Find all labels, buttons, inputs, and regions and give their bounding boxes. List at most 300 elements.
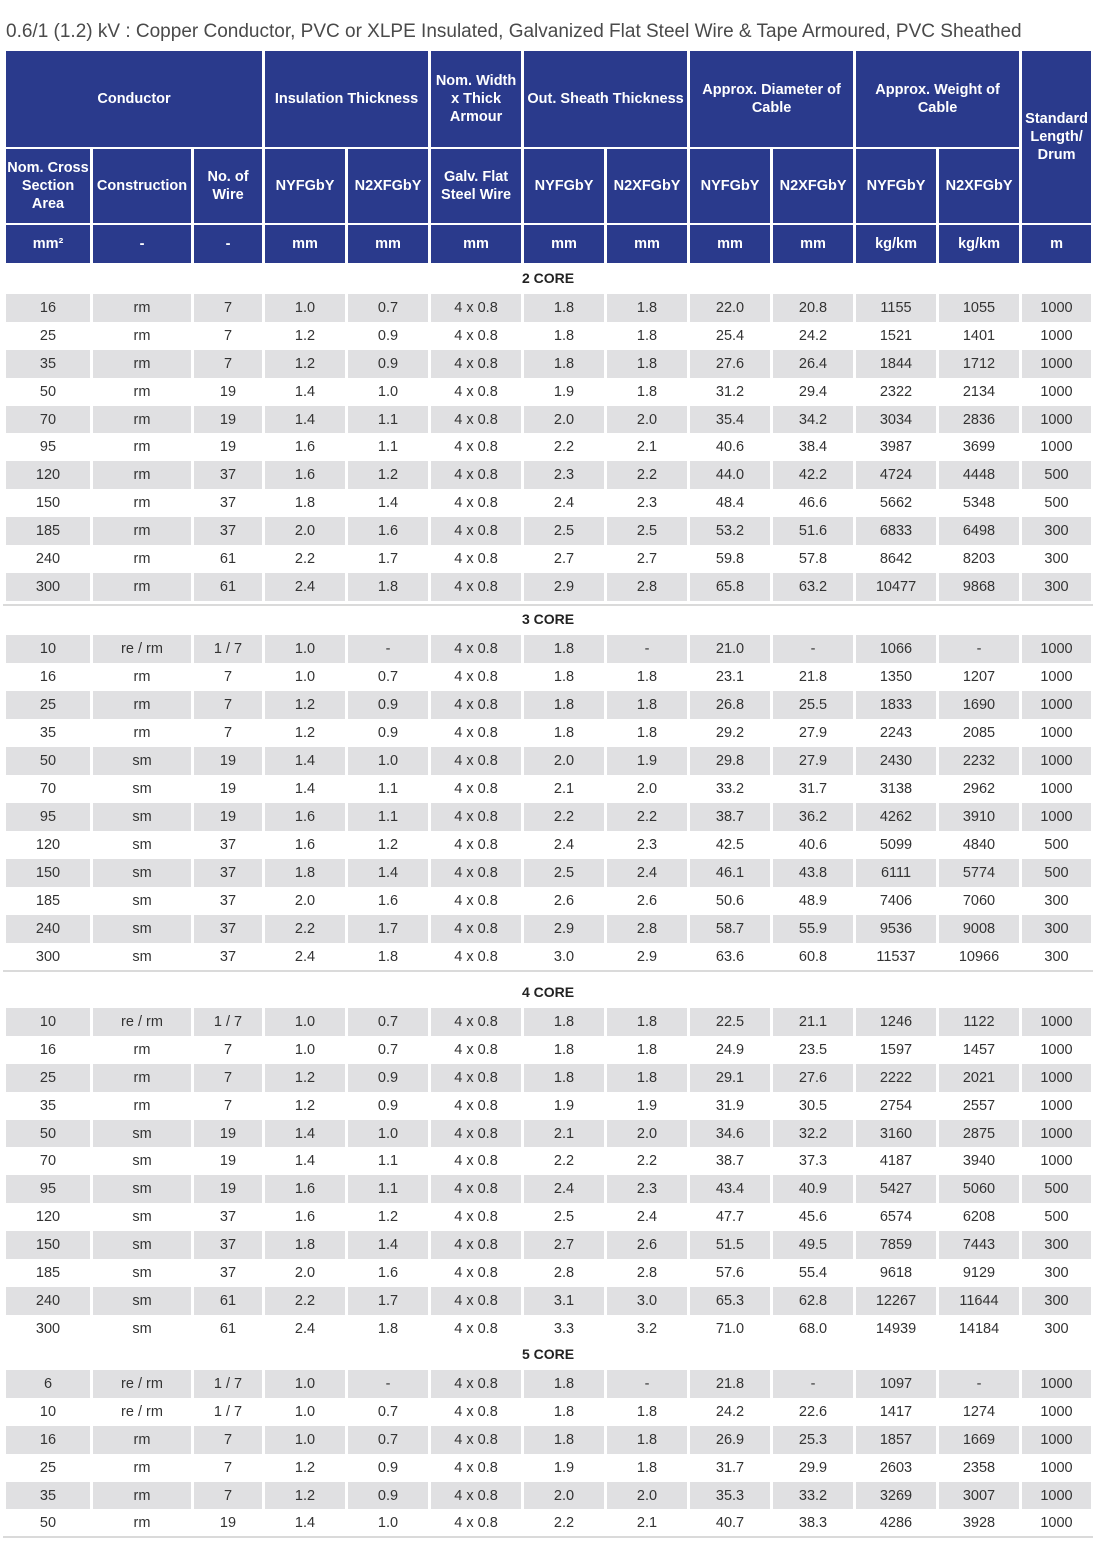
cell-insulation-nyfgby: 1.0 xyxy=(265,1398,345,1426)
cell-sheath-nyfgby: 1.9 xyxy=(524,1454,604,1482)
cell-sheath-n2xfgby: 2.5 xyxy=(607,517,687,545)
cell-insulation-nyfgby: 1.2 xyxy=(265,1064,345,1092)
cell-weight-n2xfgby: 8203 xyxy=(939,545,1019,573)
page-title: 0.6/1 (1.2) kV : Copper Conductor, PVC or XLPE Insulated, Galvanized Flat Steel Wire & Tape Armoured, PVC Sheathed xyxy=(6,21,1022,42)
cell-nom-cross-section: 50 xyxy=(6,1509,90,1537)
cell-no-of-wire: 61 xyxy=(194,1315,262,1343)
cell-weight-nyfgby: 11537 xyxy=(856,943,936,971)
cell-no-of-wire: 61 xyxy=(194,1287,262,1315)
header-galv-flat-steel-wire: Galv. Flat Steel Wire xyxy=(431,149,521,223)
unit-cell: mm xyxy=(690,225,770,263)
cell-construction: sm xyxy=(93,1231,191,1259)
cell-insulation-n2xfgby: 1.8 xyxy=(348,1315,428,1343)
cell-construction: sm xyxy=(93,803,191,831)
cell-sheath-nyfgby: 2.7 xyxy=(524,545,604,573)
table-row xyxy=(6,1259,1091,1287)
cell-insulation-nyfgby: 1.6 xyxy=(265,831,345,859)
table-row xyxy=(6,915,1091,943)
cell-armour-size: 4 x 0.8 xyxy=(431,1259,521,1287)
unit-cell: mm xyxy=(607,225,687,263)
cell-insulation-n2xfgby: 0.7 xyxy=(348,1036,428,1064)
cell-nom-cross-section: 300 xyxy=(6,573,90,601)
cell-no-of-wire: 19 xyxy=(194,378,262,406)
unit-cell: mm xyxy=(524,225,604,263)
cell-standard-length: 1000 xyxy=(1022,1398,1091,1426)
cell-insulation-nyfgby: 1.4 xyxy=(265,1120,345,1148)
cell-nom-cross-section: 240 xyxy=(6,545,90,573)
cell-construction: rm xyxy=(93,322,191,350)
cell-nom-cross-section: 95 xyxy=(6,803,90,831)
cell-nom-cross-section: 10 xyxy=(6,1008,90,1036)
cell-construction: rm xyxy=(93,1454,191,1482)
cell-standard-length: 500 xyxy=(1022,831,1091,859)
cell-diameter-nyfgby: 40.6 xyxy=(690,433,770,461)
cell-sheath-n2xfgby: 2.0 xyxy=(607,775,687,803)
units-row xyxy=(6,225,1091,263)
cell-no-of-wire: 37 xyxy=(194,943,262,971)
cell-no-of-wire: 61 xyxy=(194,545,262,573)
unit-cell: mm xyxy=(348,225,428,263)
cell-weight-n2xfgby: 1055 xyxy=(939,294,1019,322)
cell-standard-length: 500 xyxy=(1022,461,1091,489)
cell-sheath-nyfgby: 2.6 xyxy=(524,887,604,915)
cell-sheath-n2xfgby: 1.8 xyxy=(607,378,687,406)
cell-armour-size: 4 x 0.8 xyxy=(431,406,521,434)
cell-weight-n2xfgby: 6498 xyxy=(939,517,1019,545)
cell-diameter-nyfgby: 59.8 xyxy=(690,545,770,573)
cell-insulation-nyfgby: 1.2 xyxy=(265,350,345,378)
cell-weight-nyfgby: 1097 xyxy=(856,1370,936,1398)
cell-nom-cross-section: 10 xyxy=(6,635,90,663)
cell-insulation-n2xfgby: 1.2 xyxy=(348,461,428,489)
cell-standard-length: 500 xyxy=(1022,1203,1091,1231)
cell-armour-size: 4 x 0.8 xyxy=(431,1147,521,1175)
cell-weight-nyfgby: 1521 xyxy=(856,322,936,350)
cell-standard-length: 1000 xyxy=(1022,1008,1091,1036)
cell-no-of-wire: 37 xyxy=(194,489,262,517)
table-row xyxy=(6,1203,1091,1231)
cell-insulation-nyfgby: 2.2 xyxy=(265,915,345,943)
cell-nom-cross-section: 35 xyxy=(6,350,90,378)
cell-diameter-n2xfgby: 55.9 xyxy=(773,915,853,943)
cell-diameter-nyfgby: 38.7 xyxy=(690,803,770,831)
cell-nom-cross-section: 95 xyxy=(6,433,90,461)
cell-insulation-n2xfgby: 0.7 xyxy=(348,663,428,691)
cell-weight-nyfgby: 10477 xyxy=(856,573,936,601)
unit-cell: kg/km xyxy=(856,225,936,263)
cell-armour-size: 4 x 0.8 xyxy=(431,803,521,831)
cell-weight-n2xfgby: 1669 xyxy=(939,1426,1019,1454)
section-divider xyxy=(3,970,1093,972)
header-weight-n2xfgby: N2XFGbY xyxy=(939,149,1019,223)
cell-armour-size: 4 x 0.8 xyxy=(431,461,521,489)
cell-insulation-n2xfgby: 1.4 xyxy=(348,489,428,517)
cell-weight-n2xfgby: 7060 xyxy=(939,887,1019,915)
cell-diameter-n2xfgby: - xyxy=(773,635,853,663)
cell-diameter-n2xfgby: 32.2 xyxy=(773,1120,853,1148)
cell-sheath-nyfgby: 2.4 xyxy=(524,831,604,859)
header-diameter-nyfgby: NYFGbY xyxy=(690,149,770,223)
cell-diameter-nyfgby: 35.4 xyxy=(690,406,770,434)
cell-no-of-wire: 37 xyxy=(194,461,262,489)
cell-weight-nyfgby: 7406 xyxy=(856,887,936,915)
cell-construction: re / rm xyxy=(93,1370,191,1398)
cell-weight-nyfgby: 3034 xyxy=(856,406,936,434)
cell-insulation-n2xfgby: 1.1 xyxy=(348,775,428,803)
cell-weight-nyfgby: 1350 xyxy=(856,663,936,691)
cell-diameter-n2xfgby: 42.2 xyxy=(773,461,853,489)
cell-construction: rm xyxy=(93,719,191,747)
cell-nom-cross-section: 185 xyxy=(6,887,90,915)
cell-weight-n2xfgby: 1712 xyxy=(939,350,1019,378)
cell-insulation-n2xfgby: 1.0 xyxy=(348,747,428,775)
table-row xyxy=(6,1175,1091,1203)
cell-armour-size: 4 x 0.8 xyxy=(431,691,521,719)
table-row xyxy=(6,831,1091,859)
cell-no-of-wire: 1 / 7 xyxy=(194,1008,262,1036)
cell-no-of-wire: 19 xyxy=(194,406,262,434)
cell-no-of-wire: 7 xyxy=(194,1426,262,1454)
cell-construction: rm xyxy=(93,691,191,719)
cell-weight-nyfgby: 4187 xyxy=(856,1147,936,1175)
cell-construction: sm xyxy=(93,1120,191,1148)
cell-insulation-n2xfgby: 1.1 xyxy=(348,1175,428,1203)
cell-weight-nyfgby: 2322 xyxy=(856,378,936,406)
header-armour: Nom. Width x Thick Armour xyxy=(431,51,521,147)
cell-insulation-nyfgby: 1.2 xyxy=(265,1482,345,1510)
table-row xyxy=(6,1426,1091,1454)
cell-standard-length: 1000 xyxy=(1022,803,1091,831)
cell-insulation-nyfgby: 1.4 xyxy=(265,406,345,434)
cell-weight-n2xfgby: 7443 xyxy=(939,1231,1019,1259)
cell-construction: sm xyxy=(93,887,191,915)
header-insulation-thickness: Insulation Thickness xyxy=(265,51,428,147)
cell-insulation-n2xfgby: 1.8 xyxy=(348,573,428,601)
cell-sheath-nyfgby: 2.4 xyxy=(524,489,604,517)
cell-sheath-nyfgby: 1.8 xyxy=(524,350,604,378)
cell-no-of-wire: 37 xyxy=(194,1259,262,1287)
cell-no-of-wire: 7 xyxy=(194,663,262,691)
cell-construction: sm xyxy=(93,1259,191,1287)
cell-insulation-nyfgby: 1.6 xyxy=(265,1203,345,1231)
cell-diameter-n2xfgby: 31.7 xyxy=(773,775,853,803)
cell-diameter-nyfgby: 47.7 xyxy=(690,1203,770,1231)
cell-insulation-nyfgby: 1.0 xyxy=(265,1370,345,1398)
cell-sheath-n2xfgby: - xyxy=(607,635,687,663)
cell-nom-cross-section: 185 xyxy=(6,1259,90,1287)
section-label: 5 CORE xyxy=(521,1346,575,1362)
cell-weight-nyfgby: 5662 xyxy=(856,489,936,517)
cell-diameter-n2xfgby: 40.9 xyxy=(773,1175,853,1203)
cell-insulation-n2xfgby: 1.0 xyxy=(348,378,428,406)
cell-nom-cross-section: 25 xyxy=(6,1454,90,1482)
section-label: 4 CORE xyxy=(521,984,575,1000)
cell-no-of-wire: 61 xyxy=(194,573,262,601)
cell-insulation-nyfgby: 1.4 xyxy=(265,775,345,803)
cell-sheath-nyfgby: 2.9 xyxy=(524,573,604,601)
cell-weight-nyfgby: 5427 xyxy=(856,1175,936,1203)
cell-standard-length: 1000 xyxy=(1022,1120,1091,1148)
cell-sheath-n2xfgby: 1.8 xyxy=(607,663,687,691)
cell-no-of-wire: 19 xyxy=(194,1147,262,1175)
cell-insulation-nyfgby: 2.2 xyxy=(265,1287,345,1315)
cell-no-of-wire: 19 xyxy=(194,747,262,775)
cell-sheath-n2xfgby: 2.4 xyxy=(607,1203,687,1231)
cell-diameter-nyfgby: 63.6 xyxy=(690,943,770,971)
cell-sheath-n2xfgby: 2.0 xyxy=(607,406,687,434)
table-row xyxy=(6,719,1091,747)
cell-diameter-nyfgby: 25.4 xyxy=(690,322,770,350)
cell-diameter-nyfgby: 65.8 xyxy=(690,573,770,601)
cell-sheath-n2xfgby: 2.3 xyxy=(607,831,687,859)
cell-no-of-wire: 37 xyxy=(194,1203,262,1231)
cell-construction: rm xyxy=(93,378,191,406)
cell-weight-nyfgby: 2754 xyxy=(856,1092,936,1120)
cell-armour-size: 4 x 0.8 xyxy=(431,1064,521,1092)
cell-armour-size: 4 x 0.8 xyxy=(431,859,521,887)
cell-insulation-n2xfgby: - xyxy=(348,635,428,663)
cell-armour-size: 4 x 0.8 xyxy=(431,1482,521,1510)
cell-weight-n2xfgby: 5774 xyxy=(939,859,1019,887)
cell-standard-length: 1000 xyxy=(1022,406,1091,434)
table-row xyxy=(6,489,1091,517)
table-row xyxy=(6,943,1091,971)
cell-armour-size: 4 x 0.8 xyxy=(431,1398,521,1426)
table-row xyxy=(6,517,1091,545)
cell-insulation-nyfgby: 2.2 xyxy=(265,545,345,573)
cell-weight-n2xfgby: 2358 xyxy=(939,1454,1019,1482)
header-standard-length: Standard Length/ Drum xyxy=(1022,51,1091,223)
cell-weight-n2xfgby: 2875 xyxy=(939,1120,1019,1148)
cell-insulation-nyfgby: 1.0 xyxy=(265,635,345,663)
table-row xyxy=(6,635,1091,663)
cell-standard-length: 300 xyxy=(1022,517,1091,545)
cell-insulation-n2xfgby: 1.4 xyxy=(348,1231,428,1259)
cell-insulation-n2xfgby: 1.7 xyxy=(348,545,428,573)
cell-diameter-n2xfgby: 23.5 xyxy=(773,1036,853,1064)
cell-no-of-wire: 37 xyxy=(194,831,262,859)
cell-nom-cross-section: 35 xyxy=(6,1482,90,1510)
cell-diameter-n2xfgby: 21.8 xyxy=(773,663,853,691)
cell-weight-nyfgby: 14939 xyxy=(856,1315,936,1343)
table-row xyxy=(6,350,1091,378)
section-table xyxy=(3,294,1094,601)
unit-cell: - xyxy=(194,225,262,263)
cell-standard-length: 1000 xyxy=(1022,1064,1091,1092)
header-nom-cross-section: Nom. Cross Section Area xyxy=(6,149,90,223)
cell-sheath-nyfgby: 1.8 xyxy=(524,663,604,691)
cell-insulation-n2xfgby: 1.7 xyxy=(348,1287,428,1315)
cell-insulation-n2xfgby: 0.9 xyxy=(348,1064,428,1092)
cell-nom-cross-section: 50 xyxy=(6,747,90,775)
cell-insulation-n2xfgby: 0.9 xyxy=(348,1092,428,1120)
cell-diameter-n2xfgby: 36.2 xyxy=(773,803,853,831)
cell-diameter-n2xfgby: - xyxy=(773,1370,853,1398)
cell-sheath-nyfgby: 2.5 xyxy=(524,517,604,545)
cell-nom-cross-section: 150 xyxy=(6,1231,90,1259)
cell-sheath-nyfgby: 1.9 xyxy=(524,1092,604,1120)
cell-construction: rm xyxy=(93,406,191,434)
cell-nom-cross-section: 50 xyxy=(6,1120,90,1148)
cell-sheath-nyfgby: 1.8 xyxy=(524,322,604,350)
cell-insulation-nyfgby: 2.0 xyxy=(265,517,345,545)
table-row xyxy=(6,747,1091,775)
cell-standard-length: 1000 xyxy=(1022,1036,1091,1064)
cell-weight-n2xfgby: 2836 xyxy=(939,406,1019,434)
cell-sheath-nyfgby: 2.5 xyxy=(524,859,604,887)
cell-sheath-n2xfgby: 2.8 xyxy=(607,915,687,943)
cell-insulation-n2xfgby: 1.2 xyxy=(348,1203,428,1231)
cell-diameter-n2xfgby: 49.5 xyxy=(773,1231,853,1259)
cell-diameter-nyfgby: 71.0 xyxy=(690,1315,770,1343)
cell-insulation-nyfgby: 1.2 xyxy=(265,691,345,719)
cell-sheath-n2xfgby: 2.9 xyxy=(607,943,687,971)
cell-standard-length: 1000 xyxy=(1022,691,1091,719)
cell-sheath-nyfgby: 1.8 xyxy=(524,294,604,322)
cell-standard-length: 1000 xyxy=(1022,322,1091,350)
cell-sheath-nyfgby: 2.5 xyxy=(524,1203,604,1231)
cell-weight-nyfgby: 4724 xyxy=(856,461,936,489)
cell-standard-length: 300 xyxy=(1022,545,1091,573)
cell-insulation-nyfgby: 1.0 xyxy=(265,294,345,322)
cell-nom-cross-section: 300 xyxy=(6,943,90,971)
cell-diameter-nyfgby: 21.8 xyxy=(690,1370,770,1398)
cell-armour-size: 4 x 0.8 xyxy=(431,517,521,545)
cell-construction: re / rm xyxy=(93,1398,191,1426)
cell-diameter-nyfgby: 42.5 xyxy=(690,831,770,859)
cell-armour-size: 4 x 0.8 xyxy=(431,294,521,322)
cell-diameter-nyfgby: 29.8 xyxy=(690,747,770,775)
cell-diameter-n2xfgby: 57.8 xyxy=(773,545,853,573)
table-row xyxy=(6,859,1091,887)
cell-sheath-n2xfgby: 2.2 xyxy=(607,1147,687,1175)
cell-weight-n2xfgby: 3910 xyxy=(939,803,1019,831)
cell-nom-cross-section: 240 xyxy=(6,1287,90,1315)
cell-diameter-n2xfgby: 27.9 xyxy=(773,747,853,775)
cell-armour-size: 4 x 0.8 xyxy=(431,573,521,601)
cell-armour-size: 4 x 0.8 xyxy=(431,775,521,803)
table-row xyxy=(6,887,1091,915)
cell-no-of-wire: 7 xyxy=(194,1454,262,1482)
header-insulation-nyfgby: NYFGbY xyxy=(265,149,345,223)
cell-sheath-nyfgby: 3.3 xyxy=(524,1315,604,1343)
cell-no-of-wire: 7 xyxy=(194,322,262,350)
cell-standard-length: 300 xyxy=(1022,1315,1091,1343)
cell-diameter-nyfgby: 46.1 xyxy=(690,859,770,887)
cell-diameter-nyfgby: 57.6 xyxy=(690,1259,770,1287)
cell-standard-length: 1000 xyxy=(1022,350,1091,378)
cell-diameter-nyfgby: 22.0 xyxy=(690,294,770,322)
cell-armour-size: 4 x 0.8 xyxy=(431,322,521,350)
cell-construction: rm xyxy=(93,350,191,378)
cell-weight-n2xfgby: 5348 xyxy=(939,489,1019,517)
table-row xyxy=(6,294,1091,322)
cell-no-of-wire: 19 xyxy=(194,775,262,803)
cell-construction: rm xyxy=(93,1036,191,1064)
cell-diameter-n2xfgby: 45.6 xyxy=(773,1203,853,1231)
cell-insulation-nyfgby: 1.0 xyxy=(265,663,345,691)
header-no-of-wire: No. of Wire xyxy=(194,149,262,223)
cell-weight-nyfgby: 9618 xyxy=(856,1259,936,1287)
cell-weight-nyfgby: 1597 xyxy=(856,1036,936,1064)
cell-nom-cross-section: 16 xyxy=(6,1426,90,1454)
unit-cell: mm xyxy=(265,225,345,263)
cell-standard-length: 1000 xyxy=(1022,1147,1091,1175)
cell-standard-length: 1000 xyxy=(1022,1426,1091,1454)
cell-diameter-nyfgby: 21.0 xyxy=(690,635,770,663)
cell-nom-cross-section: 70 xyxy=(6,775,90,803)
cell-nom-cross-section: 70 xyxy=(6,1147,90,1175)
cell-weight-n2xfgby: 9129 xyxy=(939,1259,1019,1287)
cell-diameter-nyfgby: 23.1 xyxy=(690,663,770,691)
cell-sheath-nyfgby: 1.8 xyxy=(524,1398,604,1426)
cell-sheath-n2xfgby: 1.8 xyxy=(607,322,687,350)
cell-insulation-nyfgby: 1.6 xyxy=(265,803,345,831)
cell-nom-cross-section: 150 xyxy=(6,859,90,887)
cell-sheath-n2xfgby: 1.8 xyxy=(607,1454,687,1482)
cell-standard-length: 1000 xyxy=(1022,378,1091,406)
cell-insulation-nyfgby: 1.4 xyxy=(265,1147,345,1175)
cell-no-of-wire: 7 xyxy=(194,691,262,719)
cell-insulation-nyfgby: 1.6 xyxy=(265,461,345,489)
cell-diameter-n2xfgby: 29.4 xyxy=(773,378,853,406)
cell-weight-n2xfgby: 1207 xyxy=(939,663,1019,691)
cell-insulation-n2xfgby: 1.0 xyxy=(348,1120,428,1148)
cell-sheath-nyfgby: 2.1 xyxy=(524,1120,604,1148)
cell-sheath-n2xfgby: 2.3 xyxy=(607,1175,687,1203)
cell-diameter-n2xfgby: 27.9 xyxy=(773,719,853,747)
cell-sheath-n2xfgby: 1.8 xyxy=(607,1064,687,1092)
cell-armour-size: 4 x 0.8 xyxy=(431,943,521,971)
cell-nom-cross-section: 25 xyxy=(6,691,90,719)
cell-construction: sm xyxy=(93,1175,191,1203)
cell-standard-length: 300 xyxy=(1022,1231,1091,1259)
cell-construction: sm xyxy=(93,943,191,971)
cell-sheath-n2xfgby: 1.8 xyxy=(607,350,687,378)
cell-diameter-n2xfgby: 48.9 xyxy=(773,887,853,915)
cell-diameter-n2xfgby: 20.8 xyxy=(773,294,853,322)
table-row xyxy=(6,1398,1091,1426)
cell-weight-nyfgby: 4286 xyxy=(856,1509,936,1537)
cell-weight-n2xfgby: 2134 xyxy=(939,378,1019,406)
cell-sheath-n2xfgby: 2.1 xyxy=(607,433,687,461)
cell-standard-length: 300 xyxy=(1022,915,1091,943)
cell-insulation-nyfgby: 1.8 xyxy=(265,859,345,887)
cell-diameter-nyfgby: 26.8 xyxy=(690,691,770,719)
cell-no-of-wire: 37 xyxy=(194,859,262,887)
cell-weight-nyfgby: 7859 xyxy=(856,1231,936,1259)
cell-construction: sm xyxy=(93,859,191,887)
cell-nom-cross-section: 6 xyxy=(6,1370,90,1398)
cell-sheath-nyfgby: 2.9 xyxy=(524,915,604,943)
cell-insulation-n2xfgby: 1.1 xyxy=(348,433,428,461)
cell-armour-size: 4 x 0.8 xyxy=(431,747,521,775)
cell-weight-nyfgby: 3987 xyxy=(856,433,936,461)
cell-sheath-n2xfgby: 2.0 xyxy=(607,1120,687,1148)
cell-weight-n2xfgby: 14184 xyxy=(939,1315,1019,1343)
cell-diameter-nyfgby: 31.2 xyxy=(690,378,770,406)
cell-armour-size: 4 x 0.8 xyxy=(431,433,521,461)
cell-construction: sm xyxy=(93,915,191,943)
cell-nom-cross-section: 10 xyxy=(6,1398,90,1426)
cell-diameter-nyfgby: 44.0 xyxy=(690,461,770,489)
cell-armour-size: 4 x 0.8 xyxy=(431,1231,521,1259)
header-weight-nyfgby: NYFGbY xyxy=(856,149,936,223)
cell-diameter-n2xfgby: 43.8 xyxy=(773,859,853,887)
cell-standard-length: 1000 xyxy=(1022,1370,1091,1398)
cell-insulation-nyfgby: 1.0 xyxy=(265,1036,345,1064)
cell-nom-cross-section: 70 xyxy=(6,406,90,434)
